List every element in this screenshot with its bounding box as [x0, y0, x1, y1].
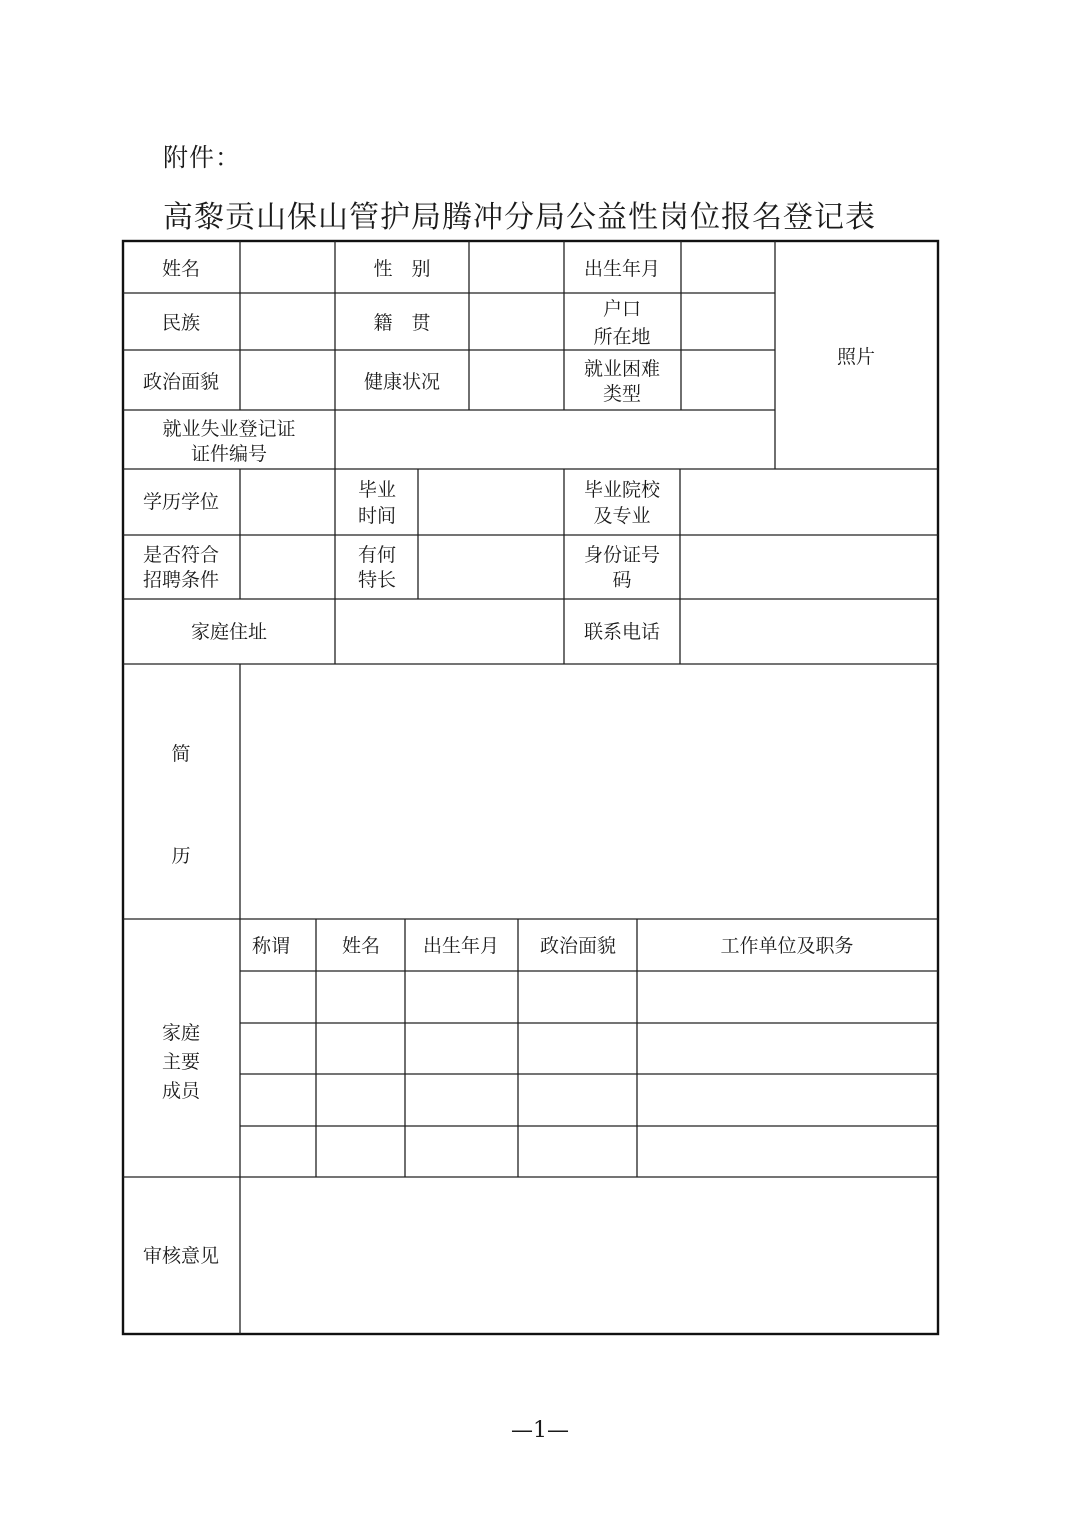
label-review: 审核意见 — [142, 1245, 220, 1267]
label-family-3: 成员 — [161, 1080, 201, 1102]
label-graduation-time-1: 毕业 — [357, 479, 397, 501]
label-hukou-1: 户口 — [602, 298, 642, 320]
label-employment-difficulty-1: 就业困难 — [583, 358, 661, 380]
label-meets-requirements-2: 招聘条件 — [142, 569, 220, 591]
label-id-number-1: 身份证号 — [583, 544, 661, 566]
label-hukou-2: 所在地 — [593, 326, 651, 348]
page-number: —1— — [511, 1418, 569, 1443]
label-education: 学历学位 — [142, 491, 220, 513]
label-school-major-2: 及专业 — [593, 505, 651, 527]
label-graduation-time-2: 时间 — [357, 505, 397, 527]
label-political-status: 政治面貌 — [142, 371, 220, 393]
label-phone: 联系电话 — [583, 621, 661, 643]
label-meets-requirements-1: 是否符合 — [142, 544, 220, 566]
family-header-employer: 工作单位及职务 — [720, 935, 854, 957]
label-gender: 性 别 — [373, 258, 431, 280]
label-birth: 出生年月 — [583, 258, 661, 280]
label-registration-cert-2: 证件编号 — [190, 443, 268, 465]
family-header-name: 姓名 — [341, 935, 381, 957]
label-health: 健康状况 — [363, 371, 441, 393]
label-employment-difficulty-2: 类型 — [602, 383, 642, 405]
label-native-place: 籍 贯 — [373, 312, 431, 334]
label-school-major-1: 毕业院校 — [583, 479, 661, 501]
label-photo: 照片 — [836, 346, 876, 368]
label-specialty-1: 有何 — [357, 544, 397, 566]
label-specialty-2: 特长 — [357, 569, 397, 591]
table-grid — [123, 241, 938, 1334]
label-registration-cert-1: 就业失业登记证 — [162, 418, 296, 440]
label-id-number-2: 码 — [612, 569, 632, 591]
family-header-birth: 出生年月 — [422, 935, 500, 957]
label-name: 姓名 — [161, 258, 201, 280]
form-title: 高黎贡山保山管护局腾冲分局公益性岗位报名登记表 — [163, 200, 876, 235]
label-resume-1: 简 — [171, 743, 191, 765]
attachment-label: 附件： — [163, 143, 242, 172]
label-family-2: 主要 — [161, 1051, 201, 1073]
label-family-1: 家庭 — [161, 1022, 201, 1044]
label-address: 家庭住址 — [190, 621, 268, 643]
family-header-political-status: 政治面貌 — [539, 935, 617, 957]
label-resume-2: 历 — [171, 845, 191, 867]
family-header-relation: 称谓 — [251, 935, 291, 957]
label-ethnicity: 民族 — [161, 312, 201, 334]
